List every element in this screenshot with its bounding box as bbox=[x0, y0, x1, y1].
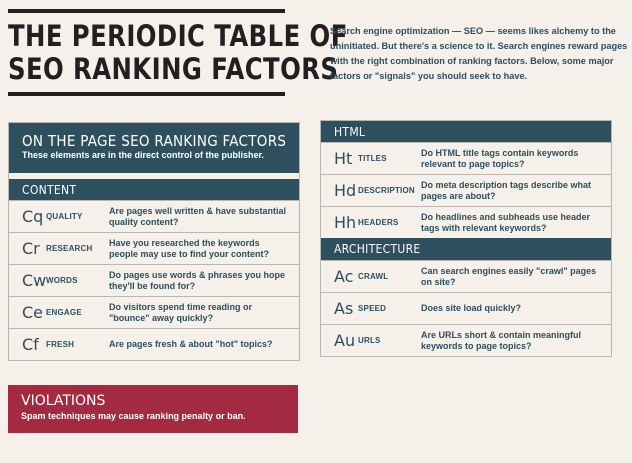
factor-description: Do HTML title tags contain keywords relevant to page topics? bbox=[421, 147, 579, 169]
factor-symbol: Ac bbox=[334, 267, 354, 286]
factor-symbol: Hh bbox=[334, 213, 357, 232]
factor-description: Do headlines and subheads use header tags with relevant keywords? bbox=[421, 211, 591, 233]
factor-symbol: Hd bbox=[334, 181, 357, 200]
factor-label: ENGAGE bbox=[46, 308, 82, 317]
on-page-panel bbox=[8, 122, 300, 361]
factor-description: Does site load quickly? bbox=[421, 303, 522, 313]
factor-symbol: Au bbox=[334, 331, 356, 350]
title-rule-top bbox=[8, 9, 285, 13]
factor-label: TITLES bbox=[358, 154, 387, 163]
factor-description: Are pages well written & have substantial quality content? bbox=[109, 205, 287, 227]
factor-description: Are URLs short & contain meaningful keywords to page topics? bbox=[421, 329, 582, 351]
content-header: CONTENT bbox=[9, 179, 299, 200]
factor-row bbox=[9, 328, 299, 360]
factor-description: Have you researched the keywords people may use to find your content? bbox=[109, 237, 270, 259]
factor-row bbox=[321, 142, 611, 174]
factor-label: RESEARCH bbox=[46, 244, 93, 253]
factor-symbol: Cw bbox=[22, 271, 47, 290]
factor-description: Do meta description tags describe what pages are about? bbox=[421, 179, 592, 201]
factor-symbol: Ht bbox=[334, 149, 353, 168]
factor-description: Are pages fresh & about "hot" topics? bbox=[109, 339, 273, 349]
html-header: HTML bbox=[321, 121, 611, 142]
page-title: THE PERIODIC TABLE OF SEO RANKING FACTORS bbox=[8, 19, 348, 86]
factor-symbol: Cq bbox=[22, 207, 44, 226]
factor-row bbox=[321, 260, 611, 292]
factor-symbol: Ce bbox=[22, 303, 44, 322]
factor-label: DESCRIPTION bbox=[358, 186, 415, 195]
right-panel bbox=[320, 120, 612, 357]
factor-label: WORDS bbox=[46, 276, 78, 285]
factor-symbol: Cr bbox=[22, 239, 40, 258]
factor-label: HEADERS bbox=[358, 218, 399, 227]
architecture-header: ARCHITECTURE bbox=[321, 238, 611, 260]
violations-box: VIOLATIONS Spam techniques may cause ranking penalty or ban. bbox=[8, 385, 298, 433]
factor-row bbox=[321, 324, 611, 356]
factor-label: CRAWL bbox=[358, 272, 389, 281]
factor-row bbox=[321, 174, 611, 206]
factor-description: Do visitors spend time reading or "bounce" away quickly? bbox=[109, 301, 253, 323]
factor-symbol: As bbox=[334, 299, 354, 318]
factor-description: Do pages use words & phrases you hope they'll be found for? bbox=[109, 269, 286, 291]
factor-row bbox=[321, 292, 611, 324]
on-page-header: ON THE PAGE SEO RANKING FACTORS These elements are in the direct control of the publisher. bbox=[9, 123, 299, 173]
factor-label: FRESH bbox=[46, 340, 75, 349]
factor-label: SPEED bbox=[358, 304, 387, 313]
factor-description: Can search engines easily "crawl" pages on site? bbox=[421, 265, 597, 287]
factor-symbol: Cf bbox=[22, 335, 39, 354]
factor-row bbox=[321, 206, 611, 238]
factor-row bbox=[9, 296, 299, 328]
factor-label: URLS bbox=[358, 336, 381, 345]
factor-label: QUALITY bbox=[46, 212, 83, 221]
factor-row bbox=[9, 232, 299, 264]
intro-text: Search engine optimization — SEO — seems likes alchemy to the uninitiated. But there's a science to it. Search engines reward pages with the right combination of ranking factors. Below, some major factors or "signals" you should seek to have. bbox=[330, 26, 628, 81]
factor-row bbox=[9, 264, 299, 296]
factor-row bbox=[9, 200, 299, 232]
title-rule-bottom bbox=[8, 92, 285, 96]
